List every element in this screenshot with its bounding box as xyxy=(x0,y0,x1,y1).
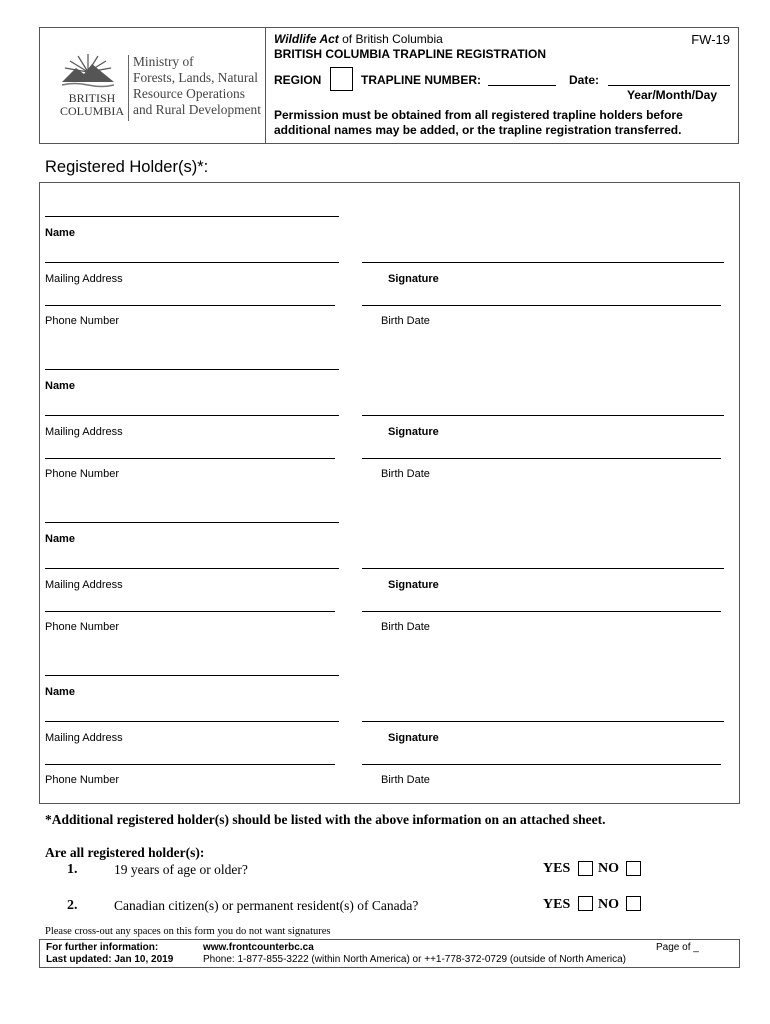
holder-signature-line-3[interactable] xyxy=(362,568,724,569)
holder-signature-label-4: Signature xyxy=(388,732,439,744)
header-divider xyxy=(265,27,266,144)
bc-logo xyxy=(60,52,261,124)
act-name: Wildlife Act xyxy=(274,32,339,46)
are-all-holders-heading: Are all registered holder(s): xyxy=(45,845,205,860)
holder-name-label-3: Name xyxy=(45,533,75,545)
holder-name-label-2: Name xyxy=(45,380,75,392)
region-label: REGION xyxy=(274,73,322,87)
holder-birthdate-label-2: Birth Date xyxy=(381,468,430,480)
question-1-yes-label: YES xyxy=(543,861,571,876)
question-2-text: Canadian citizen(s) or permanent resident(s) of Canada? xyxy=(114,898,419,913)
holder-birthdate-label-4: Birth Date xyxy=(381,774,430,786)
holder-signature-label-2: Signature xyxy=(388,426,439,438)
holder-phone-label-1: Phone Number xyxy=(45,315,119,327)
logo-province-line2: COLUMBIA xyxy=(60,104,125,118)
bc-sun-logo-icon xyxy=(60,52,116,88)
question-2-yes-checkbox[interactable] xyxy=(578,896,593,911)
holder-birthdate-label-1: Birth Date xyxy=(381,315,430,327)
date-format-hint: Year/Month/Day xyxy=(626,88,717,102)
holder-phone-line-2[interactable] xyxy=(45,458,335,459)
holder-mailing-label-4: Mailing Address xyxy=(45,732,123,744)
additional-holders-note: *Additional registered holder(s) should be listed with the above information on an attached sheet. xyxy=(45,812,606,827)
holder-phone-label-3: Phone Number xyxy=(45,621,119,633)
question-2-no-label: NO xyxy=(598,897,619,912)
question-2-yes-label: YES xyxy=(543,897,571,912)
registered-holders-title: Registered Holder(s)*: xyxy=(45,158,209,176)
trapline-number-label: TRAPLINE NUMBER: xyxy=(361,73,481,87)
holder-birthdate-line-2[interactable] xyxy=(362,458,721,459)
holder-name-label-1: Name xyxy=(45,227,75,239)
logo-province-line1: BRITISH xyxy=(68,91,116,105)
question-1-no-checkbox[interactable] xyxy=(626,861,641,876)
holder-phone-line-3[interactable] xyxy=(45,611,335,612)
holder-mailing-line-4[interactable] xyxy=(45,721,339,722)
holder-signature-line-2[interactable] xyxy=(362,415,724,416)
question-1-yes-checkbox[interactable] xyxy=(578,861,593,876)
holder-phone-line-1[interactable] xyxy=(45,305,335,306)
question-1-text: 19 years of age or older? xyxy=(114,862,248,877)
holder-signature-label-1: Signature xyxy=(388,273,439,285)
footer-last-updated: Last updated: Jan 10, 2019 xyxy=(46,954,174,965)
holder-birthdate-label-3: Birth Date xyxy=(381,621,430,633)
holder-phone-label-4: Phone Number xyxy=(45,774,119,786)
date-label: Date: xyxy=(569,73,600,87)
holder-signature-line-1[interactable] xyxy=(362,262,724,263)
holder-name-label-4: Name xyxy=(45,686,75,698)
logo-ministry-name: Ministry of Forests, Lands, Natural Resource Operations and Rural Development xyxy=(133,54,261,117)
permission-note: Permission must be obtained from all registered trapline holders before additional names may be added, or the trapline registration transferred. xyxy=(274,108,683,137)
act-line xyxy=(274,32,443,46)
holder-birthdate-line-3[interactable] xyxy=(362,611,721,612)
holder-mailing-label-3: Mailing Address xyxy=(45,579,123,591)
holder-mailing-label-2: Mailing Address xyxy=(45,426,123,438)
holder-birthdate-line-1[interactable] xyxy=(362,305,721,306)
holder-signature-line-4[interactable] xyxy=(362,721,724,722)
holder-name-line-3[interactable] xyxy=(45,522,339,523)
holder-name-line-2[interactable] xyxy=(45,369,339,370)
question-1-no-label: NO xyxy=(598,861,619,876)
question-2-number: 2. xyxy=(67,898,78,913)
holder-mailing-label-1: Mailing Address xyxy=(45,273,123,285)
form-title: BRITISH COLUMBIA TRAPLINE REGISTRATION xyxy=(274,47,546,61)
holder-signature-label-3: Signature xyxy=(388,579,439,591)
holder-phone-label-2: Phone Number xyxy=(45,468,119,480)
question-1-number: 1. xyxy=(67,862,78,877)
question-2-no-checkbox[interactable] xyxy=(626,896,641,911)
holder-mailing-line-1[interactable] xyxy=(45,262,339,263)
logo-separator xyxy=(128,55,129,121)
holder-phone-line-4[interactable] xyxy=(45,764,335,765)
footer-phone: Phone: 1-877-855-3222 (within North America) or ++1-778-372-0729 (outside of North America) xyxy=(203,954,627,965)
holder-mailing-line-3[interactable] xyxy=(45,568,339,569)
holder-mailing-line-2[interactable] xyxy=(45,415,339,416)
footer-info-label: For further information: xyxy=(46,942,159,953)
holder-name-line-1[interactable] xyxy=(45,216,339,217)
trapline-number-field[interactable] xyxy=(488,85,556,86)
holder-birthdate-line-4[interactable] xyxy=(362,764,721,765)
footer-website-link[interactable]: www.frontcounterbc.ca xyxy=(203,942,314,953)
crossout-note: Please cross-out any spaces on this form you do not want signatures xyxy=(45,926,331,937)
region-input[interactable] xyxy=(330,67,353,91)
form-number: FW-19 xyxy=(691,32,730,47)
holder-name-line-4[interactable] xyxy=(45,675,339,676)
act-suffix: of British Columbia xyxy=(338,32,443,46)
footer-page-number: Page of _ xyxy=(656,942,699,953)
date-field[interactable] xyxy=(608,85,730,86)
